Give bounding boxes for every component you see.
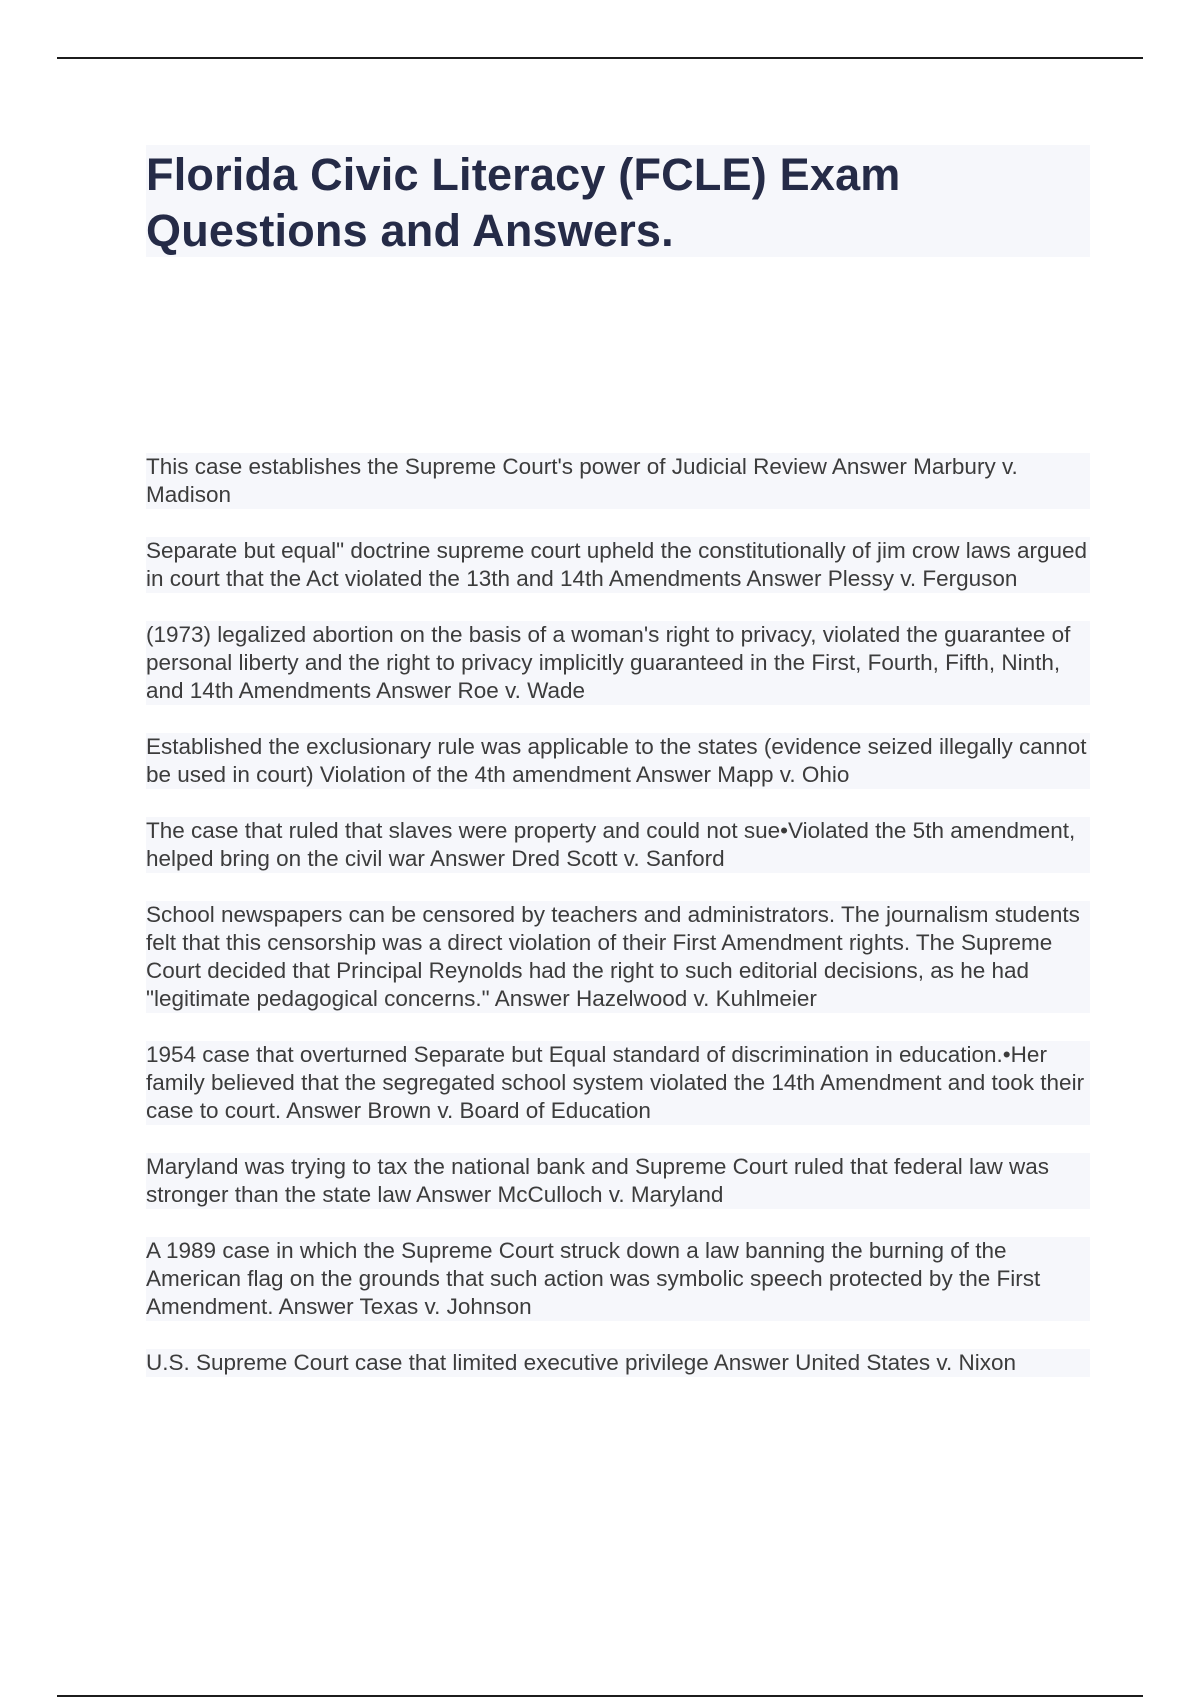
answer-label: Answer [286, 1098, 362, 1123]
answer-label: Answer [635, 762, 711, 787]
answer-text: Roe v. Wade [457, 678, 586, 703]
question-text: Established the exclusionary rule was applicable to the states (evidence seized illegally cannot be used in court) Violation of the 4th amendment [146, 734, 1087, 787]
page-bottom-rule [57, 1695, 1143, 1697]
qa-item [146, 901, 1090, 1013]
question-text: A 1989 case in which the Supreme Court struck down a law banning the burning of the American flag on the grounds that such action was symbolic speech protected by the First Amendment. [146, 1238, 1041, 1319]
question-text: U.S. Supreme Court case that limited executive privilege [146, 1350, 709, 1375]
answer-label: Answer [831, 454, 907, 479]
answer-label: Answer [746, 566, 822, 591]
question-text: 1954 case that overturned Separate but Equal standard of discrimination in education.•Her family believed that the segregated school system violated the 14th Amendment and took their case to court. [146, 1042, 1085, 1123]
qa-item [146, 1237, 1090, 1321]
page-title: Florida Civic Literacy (FCLE) Exam Questions and Answers. [146, 149, 901, 256]
answer-label: Answer [376, 678, 452, 703]
page-top-rule [57, 57, 1143, 59]
qa-item [146, 1153, 1090, 1209]
qa-item [146, 1041, 1090, 1125]
qa-item [146, 621, 1090, 705]
answer-text: McCulloch v. Maryland [497, 1182, 724, 1207]
answer-text: Marbury v. Madison [146, 454, 1018, 507]
qa-item [146, 1349, 1090, 1377]
answer-text: Hazelwood v. Kuhlmeier [575, 986, 817, 1011]
answer-text: Mapp v. Ohio [717, 762, 850, 787]
answer-text: Texas v. Johnson [359, 1294, 532, 1319]
question-text: School newspapers can be censored by teachers and administrators. The journalism students felt that this censorship was a direct violation of their First Amendment rights. The Supreme Court decided that Principal Reynolds had the right to such editorial decisions, as he had "legitimate pedagogical concerns." [146, 902, 1080, 1011]
answer-text: United States v. Nixon [795, 1350, 1017, 1375]
question-text: Separate but equal" doctrine supreme court upheld the constitutionally of jim crow laws argued in court that the Act violated the 13th and 14th Amendments [146, 538, 1088, 591]
question-text: (1973) legalized abortion on the basis of a woman's right to privacy, violated the guarantee of personal liberty and the right to privacy implicitly guaranteed in the First, Fourth, Fifth, Ninth, and 14th Amendments [146, 622, 1071, 703]
answer-text: Dred Scott v. Sanford [511, 846, 725, 871]
question-text: This case establishes the Supreme Court's power of Judicial Review [146, 454, 827, 479]
answer-label: Answer [713, 1350, 789, 1375]
answer-label: Answer [278, 1294, 354, 1319]
answer-text: Plessy v. Ferguson [827, 566, 1018, 591]
answer-label: Answer [494, 986, 570, 1011]
answer-label: Answer [416, 1182, 492, 1207]
question-text: Maryland was trying to tax the national bank and Supreme Court ruled that federal law was stronger than the state law [146, 1154, 1049, 1207]
qa-item [146, 733, 1090, 789]
qa-list [146, 453, 1090, 1405]
qa-item [146, 453, 1090, 509]
answer-text: Brown v. Board of Education [367, 1098, 651, 1123]
question-text: The case that ruled that slaves were property and could not sue•Violated the 5th amendment, helped bring on the civil war [146, 818, 1076, 871]
answer-label: Answer [429, 846, 505, 871]
qa-item [146, 537, 1090, 593]
title-block [146, 145, 1090, 257]
qa-item [146, 817, 1090, 873]
